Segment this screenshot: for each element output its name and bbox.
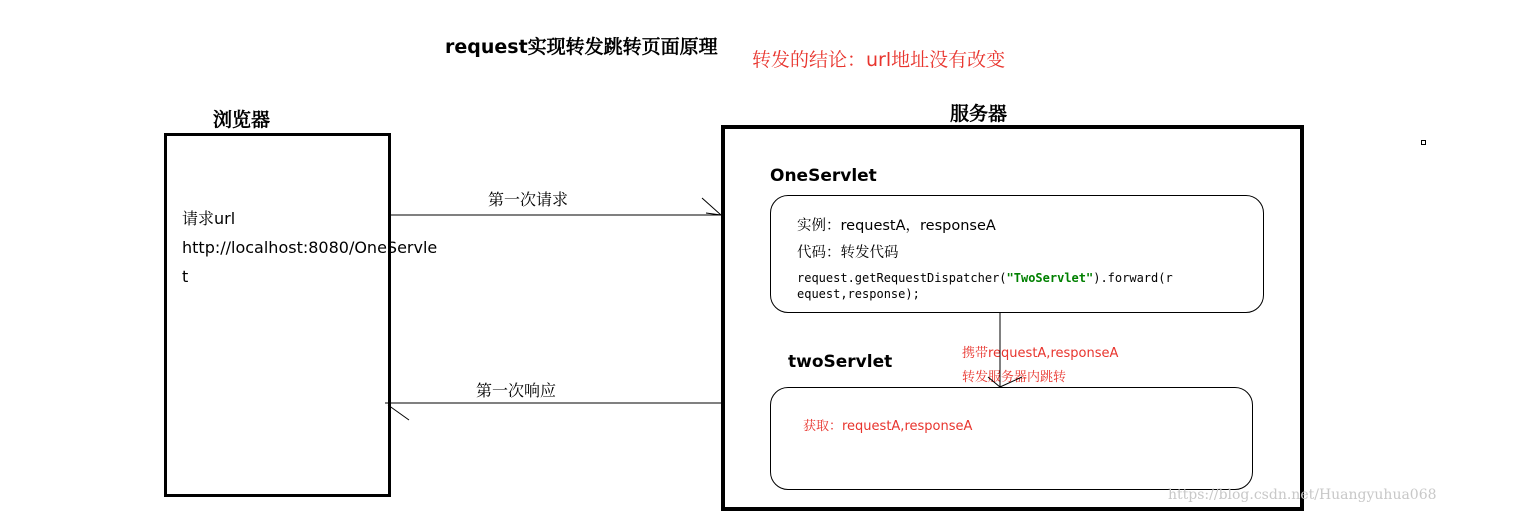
transfer-note-line-1: 携带requestA,responseA xyxy=(962,346,1119,361)
two-servlet-fetch: 获取：requestA,responseA xyxy=(803,419,973,434)
browser-label: 浏览器 xyxy=(213,109,271,131)
two-servlet-label: twoServlet xyxy=(788,352,893,372)
diagram-title: request实现转发跳转页面原理 xyxy=(445,36,718,58)
server-label: 服务器 xyxy=(950,103,1008,125)
one-servlet-code-label: 代码：转发代码 xyxy=(797,245,899,261)
response-arrow-label: 第一次响应 xyxy=(476,381,557,400)
code-prefix: request.getRequestDispatcher( xyxy=(797,271,1007,285)
browser-request-line-3: t xyxy=(182,267,189,286)
one-servlet-instance: 实例：requestA，responseA xyxy=(797,218,996,234)
response-arrow-head xyxy=(388,405,409,420)
code-suffix: ).forward(r xyxy=(1093,271,1173,285)
browser-request-line-2: http://localhost:8080/OneServle xyxy=(182,238,438,257)
forward-arrow-head xyxy=(988,377,1022,387)
request-arrow-label: 第一次请求 xyxy=(488,190,569,209)
request-arrow-head xyxy=(702,198,721,215)
browser-request-line-1: 请求url xyxy=(182,209,236,228)
watermark: https://blog.csdn.net/Huangyuhua068 xyxy=(1168,487,1437,503)
one-servlet-label: OneServlet xyxy=(770,166,877,186)
forward-code-line-2: equest,response); xyxy=(797,287,920,301)
conclusion-note: 转发的结论：url地址没有改变 xyxy=(752,49,1006,71)
transfer-note-line-2: 转发服务器内跳转 xyxy=(962,370,1067,385)
code-string-arg: "TwoServlet" xyxy=(1006,271,1094,285)
